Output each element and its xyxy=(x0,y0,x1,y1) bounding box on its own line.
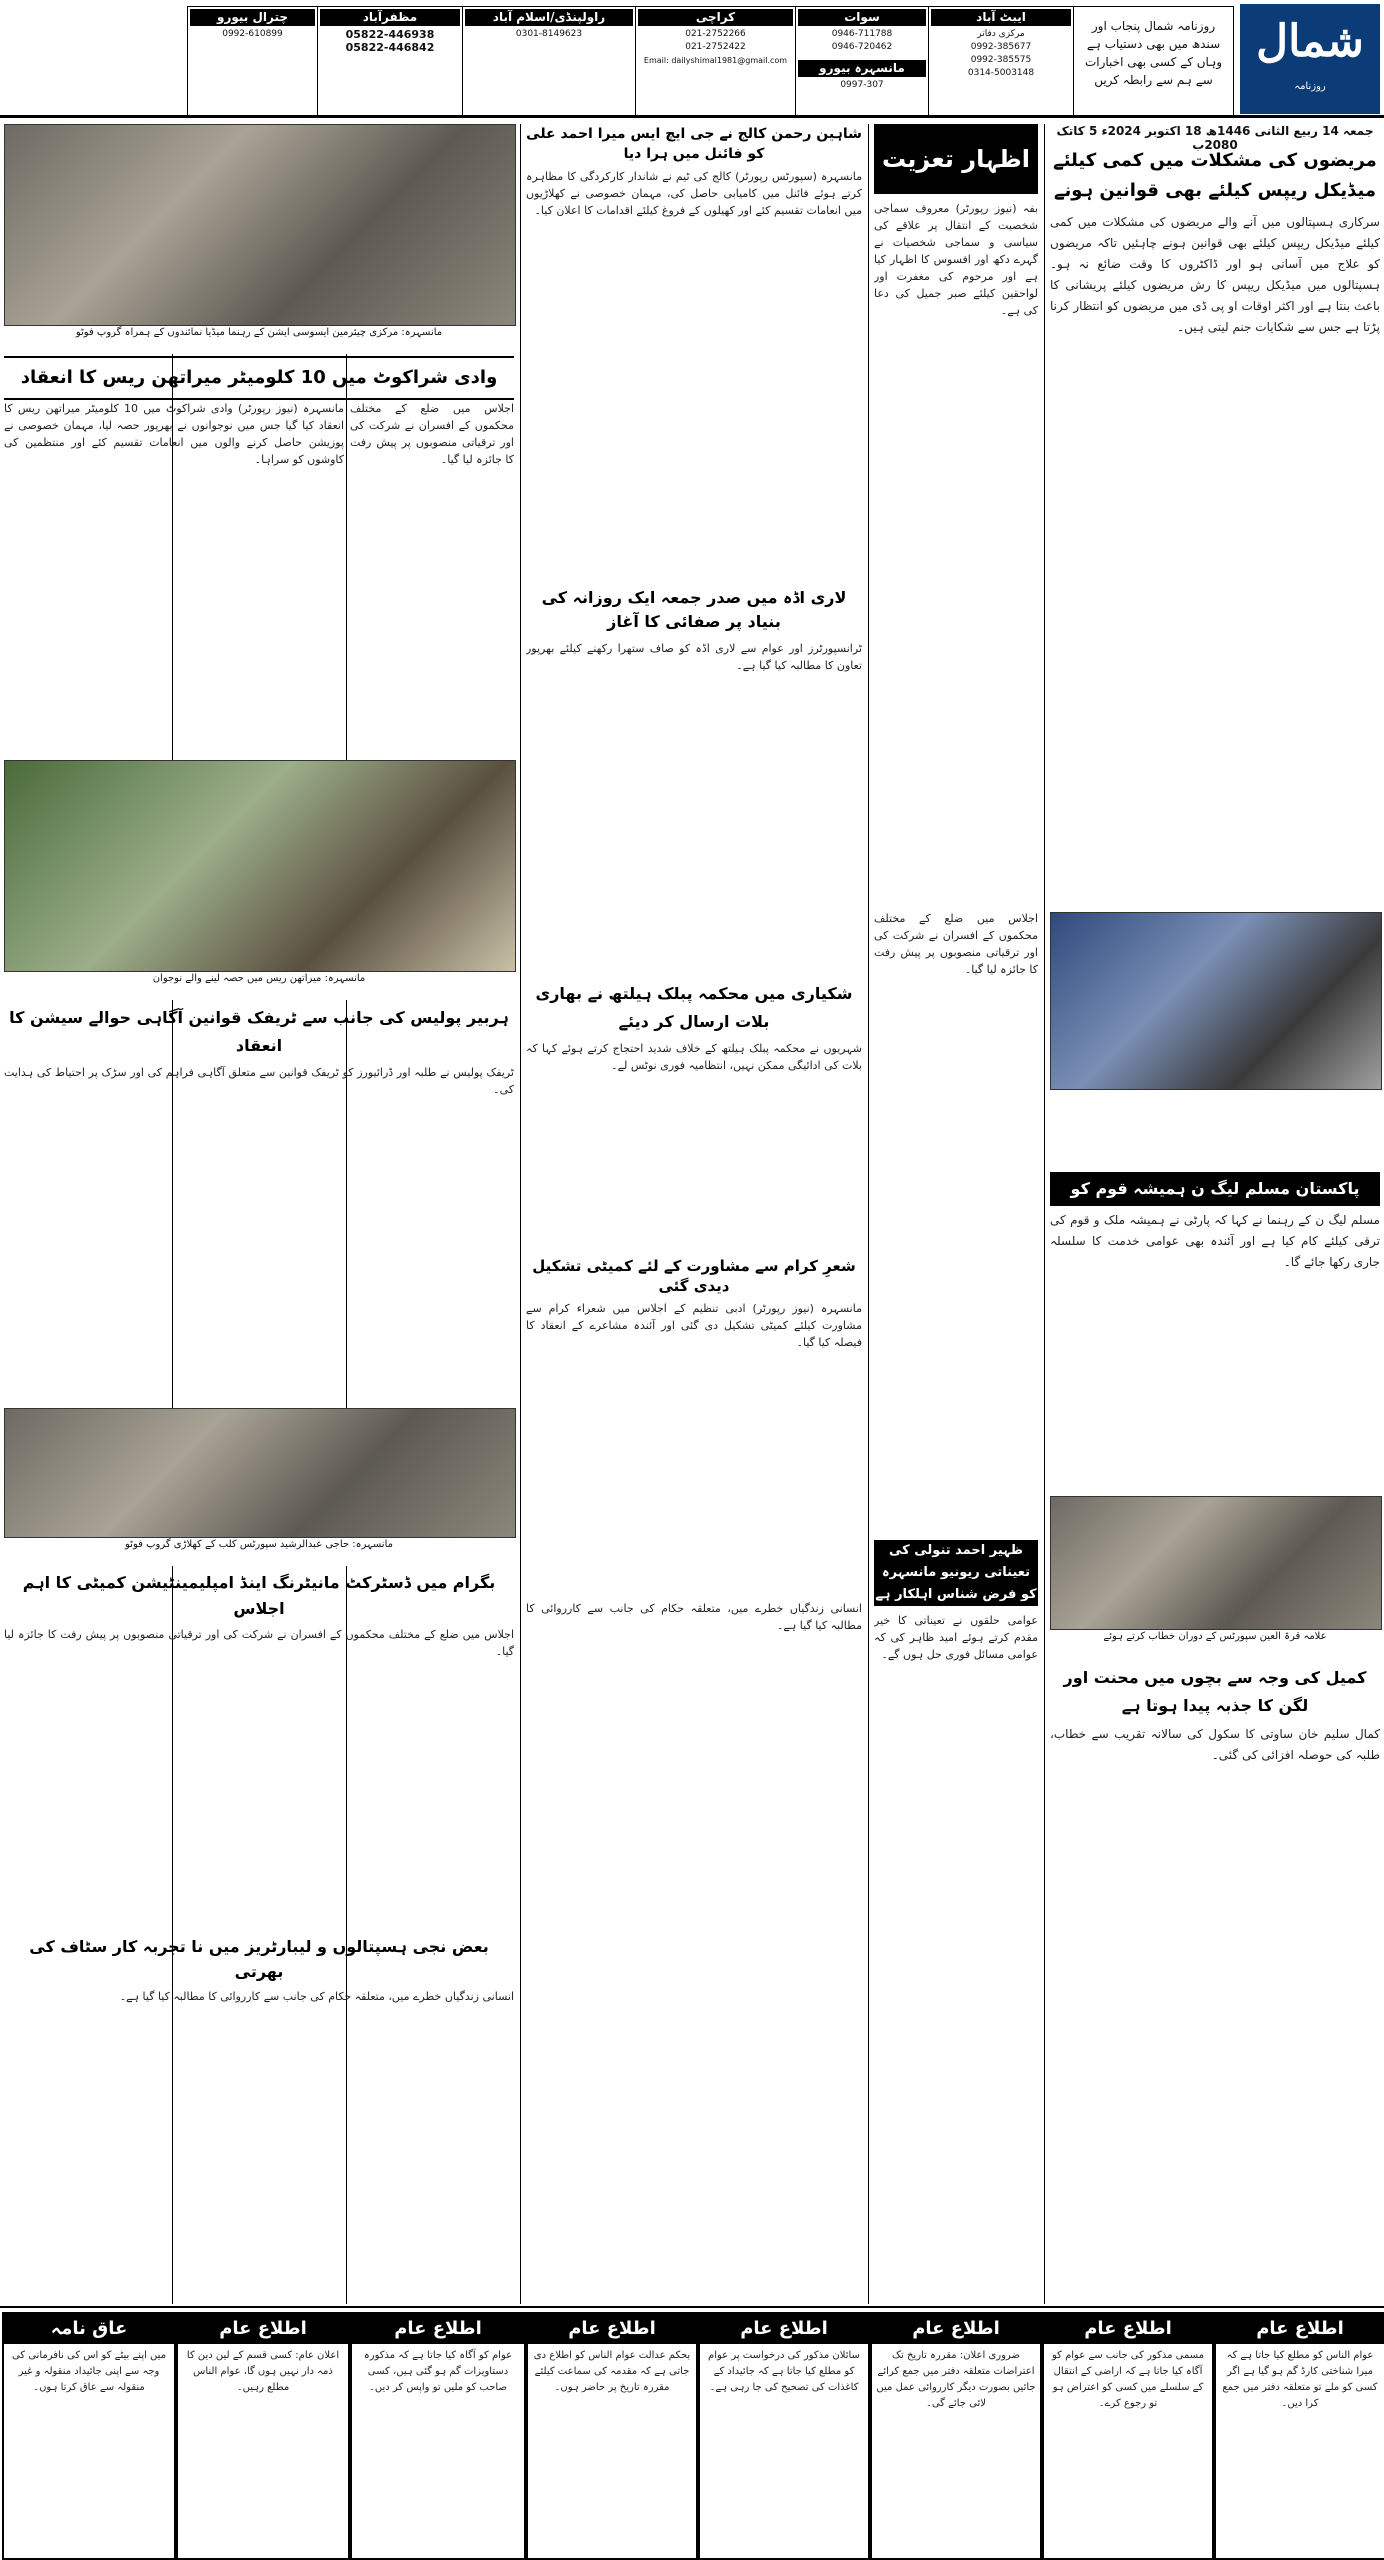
bureau-karachi xyxy=(635,6,796,116)
ad-body: عوام الناس کو مطلع کیا جاتا ہے کہ میرا شناختی کارڈ گم ہو گیا ہے اگر کسی کو ملے تو متعلقہ دفتر میں جمع کرا دیں۔ xyxy=(1222,2350,1378,2409)
bureau-phone: 021-2752266 xyxy=(685,29,746,39)
bureau-rawalpindi xyxy=(462,6,636,116)
headline: بگرام میں ڈسٹرکٹ مانیٹرنگ اینڈ امپلیمینٹیشن کمیٹی کا اہم اجلاس xyxy=(22,1573,496,1618)
bureau-phone: 021-2752422 xyxy=(685,42,746,52)
photo xyxy=(4,124,516,326)
classified-ad xyxy=(1214,2312,1384,2560)
story-body: مسلم لیگ ن کے رہنما نے کہا کہ پارٹی نے ہمیشہ ملک و قوم کی ترقی کیلئے کام کیا ہے اور آئندہ بھی عوامی خدمت کا سلسلہ جاری رکھا جائے گا۔ xyxy=(1050,1213,1380,1269)
ad-title: اطلاع عام xyxy=(872,2314,1040,2344)
bureau-city: مظفرآباد xyxy=(320,9,460,26)
ad-body: مسمی مذکور کی جانب سے عوام کو آگاہ کیا جاتا ہے کہ اراضی کے انتقال کے سلسلے میں کسی کو اعتراض ہو تو رجوع کرے۔ xyxy=(1051,2350,1205,2409)
classified-ad xyxy=(870,2312,1042,2560)
bureau-city: مانسہرہ بیورو xyxy=(798,60,926,77)
bureau-phone: 0314-5003148 xyxy=(967,68,1035,78)
story-body: انسانی زندگیاں خطرے میں، متعلقہ حکام کی جانب سے کارروائی کا مطالبہ کیا گیا ہے۔ xyxy=(526,1602,862,1632)
bureau-sub: مرکزی دفاتر xyxy=(977,29,1025,39)
photo-caption: مانسہرہ: میراتھن ریس میں حصہ لینے والے نوجوان xyxy=(4,972,514,1000)
story-body: عوامی حلقوں نے تعیناتی کا خیر مقدم کرتے ہوئے امید ظاہر کی کہ عوامی مسائل فوری حل ہوں گے۔ xyxy=(874,1614,1038,1661)
classified-ad xyxy=(526,2312,698,2560)
bureau-phone: 0997-307 xyxy=(840,80,884,90)
classified-ad xyxy=(698,2312,870,2560)
classified-ad xyxy=(1042,2312,1214,2560)
bureau-phone: 0301-8149623 xyxy=(515,29,583,39)
ad-title: اطلاع عام xyxy=(700,2314,868,2344)
bureau-city: سوات xyxy=(798,9,926,26)
column-rule xyxy=(868,124,869,2304)
dateline: جمعہ 14 ربیع الثانی 1446ھ 18 اکتوبر 2024ء 5 کاتک 2080ب xyxy=(1056,124,1374,152)
bureau-phone: 0946-711788 xyxy=(831,29,893,39)
photo-caption: علامہ قرۃ العین سپورٹس کے دوران خطاب کرتے ہوئے xyxy=(1050,1630,1380,1658)
column-rule xyxy=(1044,124,1045,2304)
logo-name: شمال xyxy=(1256,16,1364,67)
story-body: اجلاس میں ضلع کے مختلف محکموں کے افسران نے شرکت کی اور ترقیاتی منصوبوں پر پیش رفت کا جائزہ لیا گیا۔ xyxy=(874,912,1038,976)
story-body: اجلاس میں ضلع کے مختلف محکموں کے افسران نے شرکت کی اور ترقیاتی منصوبوں پر پیش رفت کا جائزہ لیا گیا۔ xyxy=(4,1628,514,1658)
ad-title: اطلاع عام xyxy=(352,2314,524,2344)
ad-body: سائلان مذکور کی درخواست پر عوام کو مطلع کیا جاتا ہے کہ جائیداد کے کاغذات کی تصحیح کی جا رہی ہے۔ xyxy=(708,2350,860,2393)
story-body: مانسہرہ (نیوز رپورٹر) وادی شراکوٹ میں 10 کلومیٹر میراتھن ریس کا انعقاد کیا گیا جس میں نوجوانوں نے بھرپور حصہ لیا، مہمان خصوصی نے پوزیشن حاصل کرنے والوں میں انعامات تقسیم کئے اور منتظمین کی کاوشوں کو سراہا۔ xyxy=(4,402,344,466)
headline: ظہیر احمد تنولی کی تعیناتی ریونیو مانسہرہ کو فرض شناس اہلکار ہے xyxy=(874,1540,1038,1606)
logo-sub: روزنامہ xyxy=(1294,81,1326,92)
tagline-box xyxy=(1073,6,1234,116)
photo-caption: مانسہرہ: حاجی عبدالرشید سپورٹس کلب کے کھلاڑی گروپ فوٹو xyxy=(4,1538,514,1566)
story-body: بفہ (نیوز رپورٹر) معروف سماجی شخصیت کے انتقال پر علاقے کی سیاسی و سماجی شخصیات نے گہرے دکھ اور افسوس کا اظہار کیا ہے اور مرحوم کی مغفرت اور لواحقین کیلئے صبر جمیل کی دعا کی ہے۔ xyxy=(874,202,1038,317)
story-body: مانسہرہ (سپورٹس رپورٹر) کالج کی ٹیم نے شاندار کارکردگی کا مظاہرہ کرتے ہوئے فائنل میں کامیابی حاصل کی، مہمان خصوصی نے کھلاڑیوں میں انعامات تقسیم کئے اور کھیلوں کے فروغ کیلئے اقدامات کا اعلان کیا۔ xyxy=(526,170,862,217)
newspaper-logo xyxy=(1240,4,1380,114)
headline: بعض نجی ہسپتالوں و لیبارٹریز میں نا تجربہ کار سٹاف کی بھرتی xyxy=(29,1937,489,1981)
bureau-abbottabad xyxy=(928,6,1074,116)
bureau-city: ایبٹ آباد xyxy=(931,9,1071,26)
story-body: مانسہرہ (نیوز رپورٹر) ادبی تنظیم کے اجلاس میں شعراء کرام سے مشاورت کیلئے کمیٹی تشکیل دی گئی اور آئندہ مشاعرے کے انعقاد کا فیصلہ کیا گیا۔ xyxy=(526,1302,862,1349)
bureau-city: کراچی xyxy=(638,9,793,26)
bureau-phone: 05822-446842 xyxy=(345,41,435,54)
bureau-phone: 0992-610899 xyxy=(222,29,283,39)
headline: شاہین رحمن کالج نے جی ایچ ایس میرا احمد علی کو فائنل میں ہرا دیا xyxy=(526,126,862,162)
bureau-phone: 0992-385575 xyxy=(970,55,1032,65)
headline: شعرِ کرام سے مشاورت کے لئے کمیٹی تشکیل دیدی گئی xyxy=(532,1257,856,1295)
ad-body: بحکم عدالت عوام الناس کو اطلاع دی جاتی ہے کہ مقدمہ کی سماعت کیلئے مقررہ تاریخ پر حاضر ہوں۔ xyxy=(533,2350,691,2393)
masthead xyxy=(0,0,1384,118)
ad-body: میں اپنے بیٹے کو اس کی نافرمانی کی وجہ سے اپنی جائیداد منقولہ و غیر منقولہ سے عاق کرتا ہوں۔ xyxy=(11,2350,167,2393)
story-body: ٹریفک پولیس نے طلبہ اور ڈرائیورز کو ٹریفک قوانین سے متعلق آگاہی فراہم کی اور سڑک پر احتیاط کی ہدایت کی۔ xyxy=(4,1066,514,1096)
headline: پاکستان مسلم لیگ ن ہمیشہ قوم کو xyxy=(1050,1172,1380,1206)
headline: لاری اڈہ میں صدر جمعہ ایک روزانہ کی بنیاد پر صفائی کا آغاز xyxy=(541,588,847,631)
ad-title: اطلاع عام xyxy=(1044,2314,1212,2344)
headline: شکیاری میں محکمہ پبلک ہیلتھ نے بھاری بلات ارسال کر دیئے xyxy=(535,984,853,1031)
story-body: شہریوں نے محکمہ پبلک ہیلتھ کے خلاف شدید احتجاج کرتے ہوئے کہا کہ بلات کی ادائیگی ممکن نہیں، انتظامیہ فوری نوٹس لے۔ xyxy=(526,1042,862,1072)
ad-title: عاق نامہ xyxy=(4,2314,174,2344)
photo xyxy=(1050,912,1382,1090)
story-body: اجلاس میں ضلع کے مختلف محکموں کے افسران نے شرکت کی اور ترقیاتی منصوبوں پر پیش رفت کا جائزہ لیا گیا۔ xyxy=(350,402,514,466)
classified-ad xyxy=(350,2312,526,2560)
ad-title: اطلاع عام xyxy=(178,2314,348,2344)
photo xyxy=(4,1408,516,1538)
bureau-city: راولپنڈی/اسلام آباد xyxy=(465,9,633,26)
tagline: روزنامہ شمال پنجاب اور سندھ میں بھی دستیاب ہے وہاں کے کسی بھی اخبارات سے ہم سے رابطہ کریں xyxy=(1084,19,1223,87)
bureau-city: چترال بیورو xyxy=(190,9,315,26)
headline: ہربیر پولیس کی جانب سے ٹریفک قوانین آگاہی حوالے سیشن کا انعقاد xyxy=(9,1008,509,1055)
classified-ad xyxy=(2,2312,176,2560)
ad-body: ضروری اعلان: مقررہ تاریخ تک اعتراضات متعلقہ دفتر میں جمع کرائے جائیں بصورت دیگر کارروائی عمل میں لائی جائے گی۔ xyxy=(876,2350,1036,2409)
bureau-phone: 0946-720462 xyxy=(831,42,893,52)
photo-caption: مانسہرہ: مرکزی چیئرمین ایسوسی ایشن کے رہنما میڈیا نمائندوں کے ہمراہ گروپ فوٹو xyxy=(4,326,514,354)
bureau-muzaffarabad xyxy=(317,6,463,116)
ad-body: عوام کو آگاہ کیا جاتا ہے کہ مذکورہ دستاویزات گم ہو گئی ہیں، کسی صاحب کو ملیں تو واپس کر دیں۔ xyxy=(363,2350,513,2393)
headline: وادی شراکوٹ میں 10 کلومیٹر میراتھن ریس کا انعقاد xyxy=(4,356,514,400)
headline: مریضوں کی مشکلات میں کمی کیلئے میڈیکل ریپس کیلئے بھی قوانین ہونے xyxy=(1053,150,1377,201)
story-body: سرکاری ہسپتالوں میں آنے والے مریضوں کی مشکلات میں کمی کیلئے میڈیکل ریپس کیلئے بھی قوانین ہونے چاہئیں تاکہ مریضوں کو علاج میں آسانی ہو اور ڈاکٹروں کا وقت ضائع نہ ہو۔ ہسپتالوں میں میڈیکل ریپس کا رش مریضوں کیلئے پریشانی کا باعث بنتا ہے اور اکثر اوقات او پی ڈی میں مریضوں کو انتظار کرنا پڑتا ہے جس سے شکایات جنم لیتی ہیں۔ xyxy=(1050,215,1380,334)
ad-body: اعلان عام: کسی قسم کے لین دین کا ذمہ دار نہیں ہوں گا، عوام الناس مطلع رہیں۔ xyxy=(186,2350,340,2393)
bureau-swat xyxy=(795,6,929,116)
story-body: ٹرانسپورٹرز اور عوام سے لاری اڈہ کو صاف ستھرا رکھنے کیلئے بھرپور تعاون کا مطالبہ کیا گیا ہے۔ xyxy=(526,642,862,672)
ads-divider xyxy=(0,2306,1384,2308)
bureau-email: Email: dailyshimal1981@gmail.com xyxy=(643,56,788,65)
headline: کمیل کی وجہ سے بچوں میں محنت اور لگن کا جذبہ پیدا ہوتا ہے xyxy=(1063,1668,1367,1715)
story-body: انسانی زندگیاں خطرے میں، متعلقہ حکام کی جانب سے کارروائی کا مطالبہ کیا گیا ہے۔ xyxy=(119,1990,514,2003)
ad-title: اطلاع عام xyxy=(1216,2314,1384,2344)
classified-ad xyxy=(176,2312,350,2560)
bureau-phone: 05822-446938 xyxy=(345,28,435,41)
photo xyxy=(1050,1496,1382,1630)
bureau-chitral xyxy=(187,6,318,116)
bureau-phone: 0992-385677 xyxy=(970,42,1032,52)
column-rule xyxy=(520,124,521,2304)
story-body: کمال سلیم خان ساوتی کا سکول کی سالانہ تقریب سے خطاب، طلبہ کی حوصلہ افزائی کی گئی۔ xyxy=(1050,1727,1380,1762)
ad-title: اطلاع عام xyxy=(528,2314,696,2344)
headline: اظہار تعزیت xyxy=(874,124,1038,194)
photo xyxy=(4,760,516,972)
